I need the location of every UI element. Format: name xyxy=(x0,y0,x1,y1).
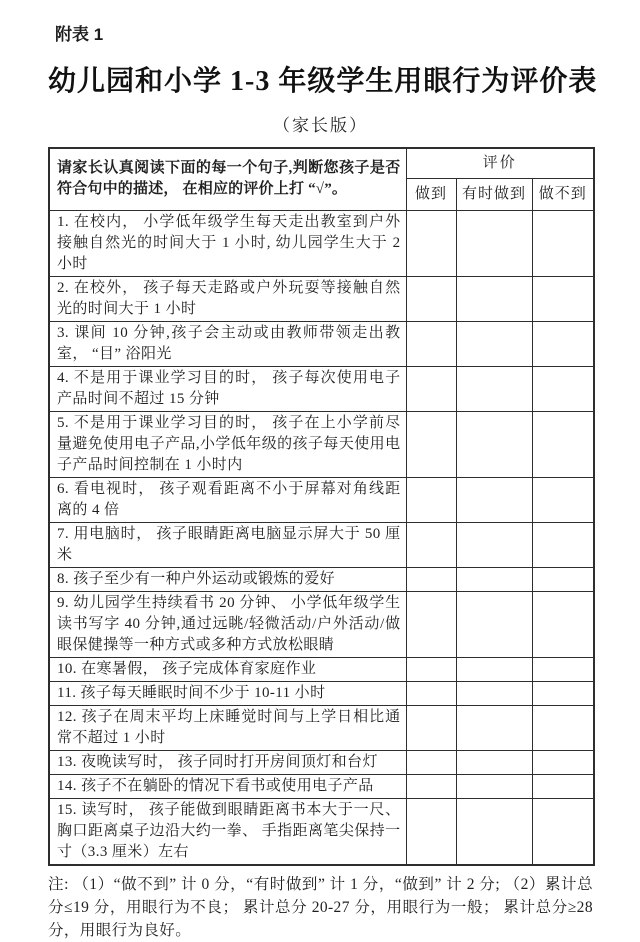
table-row xyxy=(49,591,594,657)
answer-cell-sometimes[interactable] xyxy=(456,705,532,750)
table-row xyxy=(49,750,594,774)
column-header-done: 做到 xyxy=(406,178,456,210)
column-header-sometimes: 有时做到 xyxy=(456,178,532,210)
table-row xyxy=(49,210,594,276)
answer-cell-sometimes[interactable] xyxy=(456,567,532,591)
answer-cell-done[interactable] xyxy=(406,591,456,657)
question-text: 8. 孩子至少有一种户外运动或锻炼的爱好 xyxy=(49,567,406,591)
answer-cell-not-done[interactable] xyxy=(532,276,594,321)
table-row xyxy=(49,798,594,865)
answer-cell-not-done[interactable] xyxy=(532,321,594,366)
table-row xyxy=(49,567,594,591)
answer-cell-sometimes[interactable] xyxy=(456,366,532,411)
answer-cell-done[interactable] xyxy=(406,210,456,276)
answer-cell-not-done[interactable] xyxy=(532,210,594,276)
answer-cell-not-done[interactable] xyxy=(532,477,594,522)
answer-cell-done[interactable] xyxy=(406,705,456,750)
answer-cell-not-done[interactable] xyxy=(532,522,594,567)
annex-label: 附表 1 xyxy=(55,25,104,44)
answer-cell-done[interactable] xyxy=(406,276,456,321)
table-row xyxy=(49,366,594,411)
answer-cell-sometimes[interactable] xyxy=(456,276,532,321)
answer-cell-not-done[interactable] xyxy=(532,750,594,774)
answer-cell-done[interactable] xyxy=(406,681,456,705)
question-text: 4. 不是用于课业学习目的时， 孩子每次使用电子产品时间不超过 15 分钟 xyxy=(49,366,406,411)
table-row xyxy=(49,276,594,321)
answer-cell-sometimes[interactable] xyxy=(456,522,532,567)
answer-cell-sometimes[interactable] xyxy=(456,798,532,865)
answer-cell-not-done[interactable] xyxy=(532,705,594,750)
answer-cell-not-done[interactable] xyxy=(532,411,594,477)
table-row xyxy=(49,522,594,567)
question-text: 2. 在校外， 孩子每天走路或户外玩耍等接触自然光的时间大于 1 小时 xyxy=(49,276,406,321)
question-text: 14. 孩子不在躺卧的情况下看书或使用电子产品 xyxy=(49,774,406,798)
answer-cell-not-done[interactable] xyxy=(532,591,594,657)
answer-cell-sometimes[interactable] xyxy=(456,774,532,798)
question-text: 7. 用电脑时， 孩子眼睛距离电脑显示屏大于 50 厘米 xyxy=(49,522,406,567)
table-row xyxy=(49,477,594,522)
question-text: 12. 孩子在周末平均上床睡觉时间与上学日相比通常不超过 1 小时 xyxy=(49,705,406,750)
evaluation-table xyxy=(48,147,595,866)
answer-cell-sometimes[interactable] xyxy=(456,477,532,522)
question-text: 13. 夜晚读写时， 孩子同时打开房间顶灯和台灯 xyxy=(49,750,406,774)
table-row xyxy=(49,411,594,477)
table-row xyxy=(49,774,594,798)
answer-cell-not-done[interactable] xyxy=(532,774,594,798)
answer-cell-done[interactable] xyxy=(406,411,456,477)
column-header-not-done: 做不到 xyxy=(532,178,594,210)
answer-cell-sometimes[interactable] xyxy=(456,591,532,657)
answer-cell-done[interactable] xyxy=(406,477,456,522)
answer-cell-not-done[interactable] xyxy=(532,798,594,865)
answer-cell-sometimes[interactable] xyxy=(456,321,532,366)
question-text: 6. 看电视时， 孩子观看距离不小于屏幕对角线距离的 4 倍 xyxy=(49,477,406,522)
answer-cell-sometimes[interactable] xyxy=(456,411,532,477)
instructions-cell: 请家长认真阅读下面的每一个句子,判断您孩子是否符合句中的描述， 在相应的评价上打 “√”。 xyxy=(49,148,406,210)
answer-cell-not-done[interactable] xyxy=(532,567,594,591)
table-row xyxy=(49,705,594,750)
answer-cell-done[interactable] xyxy=(406,567,456,591)
answer-cell-done[interactable] xyxy=(406,522,456,567)
answer-cell-sometimes[interactable] xyxy=(456,681,532,705)
answer-cell-done[interactable] xyxy=(406,321,456,366)
answer-cell-done[interactable] xyxy=(406,366,456,411)
question-text: 1. 在校内， 小学低年级学生每天走出教室到户外接触自然光的时间大于 1 小时, 幼儿园学生大于 2 小时 xyxy=(49,210,406,276)
question-text: 9. 幼儿园学生持续看书 20 分钟、 小学低年级学生读书写字 40 分钟,通过远眺/轻微活动/户外活动/做眼保健操等一种方式或多种方式放松眼睛 xyxy=(49,591,406,657)
evaluation-header: 评价 xyxy=(406,148,594,178)
table-row xyxy=(49,657,594,681)
answer-cell-not-done[interactable] xyxy=(532,657,594,681)
question-text: 10. 在寒暑假， 孩子完成体育家庭作业 xyxy=(49,657,406,681)
page-title: 幼儿园和小学 1-3 年级学生用眼行为评价表 xyxy=(48,66,598,97)
answer-cell-done[interactable] xyxy=(406,774,456,798)
page-subtitle: （家长版） xyxy=(273,116,368,135)
table-header-row xyxy=(49,148,594,178)
answer-cell-not-done[interactable] xyxy=(532,681,594,705)
table-row xyxy=(49,321,594,366)
answer-cell-done[interactable] xyxy=(406,798,456,865)
answer-cell-done[interactable] xyxy=(406,750,456,774)
question-text: 3. 课间 10 分钟,孩子会主动或由教师带领走出教室， “目” 浴阳光 xyxy=(49,321,406,366)
question-text: 5. 不是用于课业学习目的时， 孩子在上小学前尽量避免使用电子产品,小学低年级的孩子每天使用电子产品时间控制在 1 小时内 xyxy=(49,411,406,477)
question-text: 15. 读写时， 孩子能做到眼睛距离书本大于一尺、 胸口距离桌子边沿大约一拳、 手指距离笔尖保持一寸（3.3 厘米）左右 xyxy=(49,798,406,865)
table-row xyxy=(49,681,594,705)
scoring-note: 注: （1）“做不到” 计 0 分，“有时做到” 计 1 分，“做到” 计 2 分; （2）累计总分≤19 分，用眼行为不良； 累计总分 20-27 分，用眼行为一般； 累计总分≥28分，用眼行为良好。 xyxy=(48,875,593,939)
answer-cell-sometimes[interactable] xyxy=(456,210,532,276)
question-text: 11. 孩子每天睡眠时间不少于 10-11 小时 xyxy=(49,681,406,705)
answer-cell-sometimes[interactable] xyxy=(456,750,532,774)
answer-cell-sometimes[interactable] xyxy=(456,657,532,681)
answer-cell-not-done[interactable] xyxy=(532,366,594,411)
answer-cell-done[interactable] xyxy=(406,657,456,681)
